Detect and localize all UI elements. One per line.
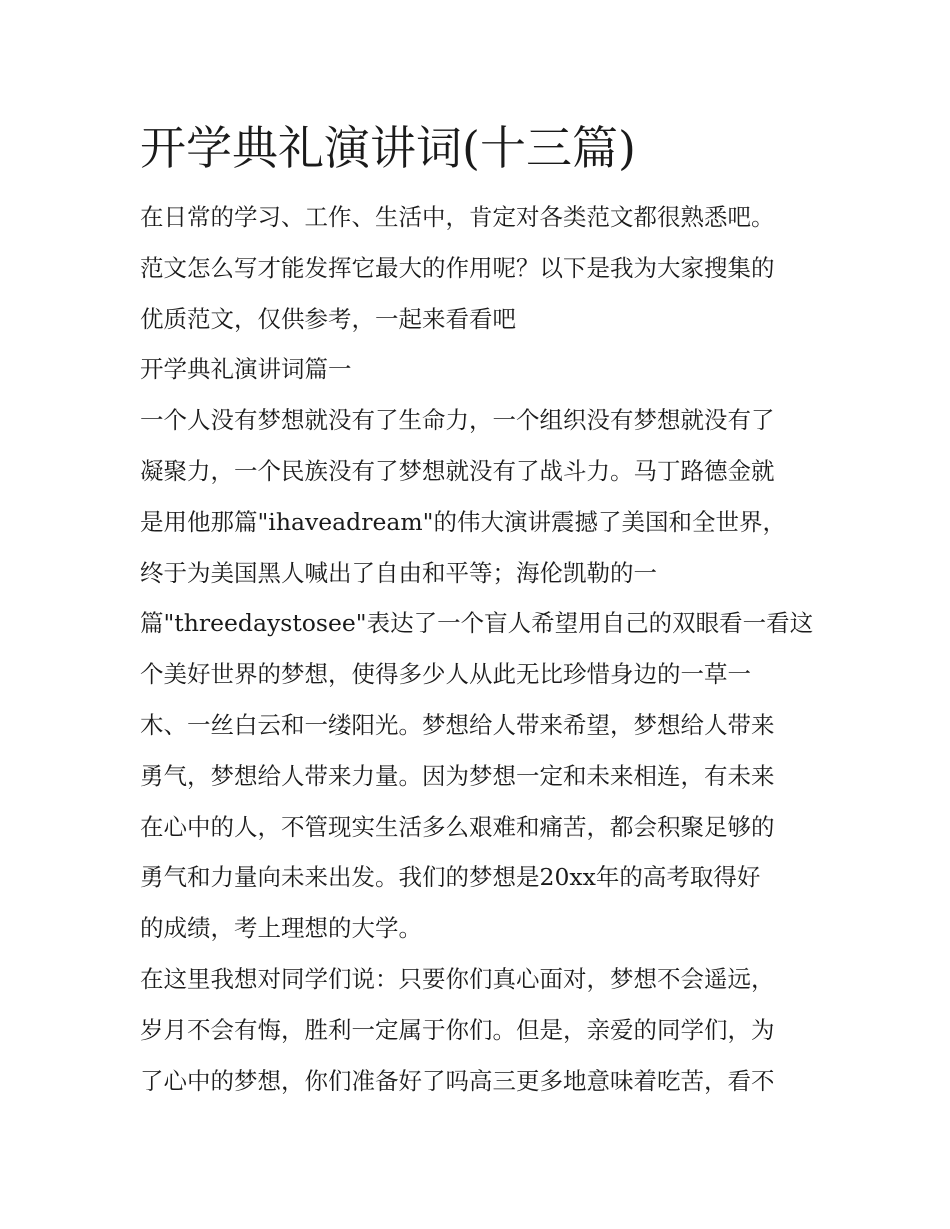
paragraph-line: 在这里我想对同学们说：只要你们真心面对，梦想不会遥远， [140, 964, 775, 993]
body-paragraph-2 [140, 954, 820, 1106]
paragraph-line: 了心中的梦想，你们准备好了吗高三更多地意味着吃苦，看不 [140, 1066, 775, 1095]
paragraph-line: 凝聚力，一个民族没有了梦想就没有了战斗力。马丁路德金就 [140, 456, 775, 485]
intro-line: 范文怎么写才能发挥它最大的作用呢？以下是我为大家搜集的 [140, 253, 775, 282]
paragraph-line: 木、一丝白云和一缕阳光。梦想给人带来希望，梦想给人带来 [140, 710, 775, 739]
paragraph-line: 勇气，梦想给人带来力量。因为梦想一定和未来相连，有未来 [140, 761, 775, 790]
paragraph-line: 勇气和力量向未来出发。我们的梦想是20xx年的高考取得好 [140, 863, 761, 892]
intro-line: 在日常的学习、工作、生活中，肯定对各类范文都很熟悉吧。 [140, 203, 775, 231]
paragraph-line: 岁月不会有悔，胜利一定属于你们。但是，亲爱的同学们，为 [140, 1015, 775, 1044]
document-page [140, 112, 820, 1106]
intro-paragraph [140, 192, 820, 344]
paragraph-line: 的成绩，考上理想的大学。 [140, 914, 422, 943]
intro-line: 优质范文，仅供参考，一起来看看吧 [140, 304, 516, 333]
paragraph-line: 是用他那篇"ihaveadream"的伟大演讲震撼了美国和全世界， [140, 507, 786, 536]
paragraph-line: 篇"threedaystosee"表达了一个盲人希望用自己的双眼看一看这 [140, 609, 814, 638]
paragraph-line: 一个人没有梦想就没有了生命力，一个组织没有梦想就没有了 [140, 406, 775, 435]
section-heading-text: 开学典礼演讲词篇一 [140, 355, 352, 384]
paragraph-line: 在心中的人，不管现实生活多么艰难和痛苦，都会积聚足够的 [140, 812, 775, 841]
section-heading [140, 344, 820, 395]
document-title: 开学典礼演讲词(十三篇) [140, 121, 636, 175]
paragraph-line: 个美好世界的梦想，使得多少人从此无比珍惜身边的一草一 [140, 660, 751, 689]
body-paragraph-1 [140, 395, 820, 954]
paragraph-line: 终于为美国黑人喊出了自由和平等；海伦凯勒的一 [140, 558, 657, 587]
